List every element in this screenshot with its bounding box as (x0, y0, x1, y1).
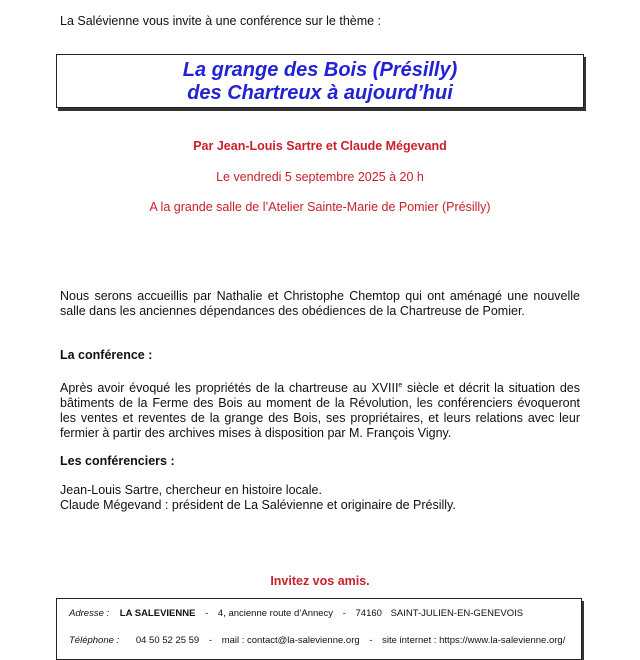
venue-line: A la grande salle de l’Atelier Sainte-Marie de Pomier (Présilly) (149, 200, 491, 214)
speaker-2: Claude Mégevand : président de La Salévienne et originaire de Présilly. (60, 498, 456, 512)
separator-2: - (342, 608, 346, 619)
conference-text-end: siècle et décrit la situation des bâtiments de la Ferme des Bois au moment de la Révolution, les conférenciers évoqueront les ventes et reventes de la grange des Bois, ses propriétaires, et leurs relations avec leur fermier à partir des archives mises à disposition par M. François Vigny. (60, 381, 580, 441)
century-superscript: e (398, 382, 403, 389)
conference-paragraph (60, 378, 580, 441)
street: 4, ancienne route d’Annecy (217, 608, 334, 619)
footer-address-row (69, 608, 523, 619)
intro-text: La Salévienne vous invite à une conférence sur le thème : (60, 14, 382, 28)
speaker-1: Jean-Louis Sartre, chercheur en histoire locale. (60, 483, 322, 497)
title-line-2: des Chartreux à aujourd’hui (187, 82, 453, 104)
conference-heading: La conférence : (60, 348, 153, 362)
invite-text: Invitez vos amis. (270, 574, 370, 588)
title-box (56, 54, 584, 108)
postcode: 74160 (355, 608, 382, 619)
conference-text-start: Après avoir évoqué les propriétés de la chartreuse au XVIII (60, 381, 399, 396)
separator-4: - (369, 635, 373, 646)
speakers-line: Par Jean-Louis Sartre et Claude Mégevand (193, 139, 447, 153)
email[interactable]: mail : contact@la-salevienne.org (221, 635, 360, 646)
separator-1: - (205, 608, 209, 619)
date-line: Le vendredi 5 septembre 2025 à 20 h (216, 170, 424, 184)
title-line-1: La grange des Bois (Présilly) (182, 59, 458, 81)
city: SAINT-JULIEN-EN-GENEVOIS (390, 608, 524, 619)
footer-contact-row (69, 635, 565, 646)
speakers-heading: Les conférenciers : (60, 454, 175, 468)
separator-3: - (208, 635, 213, 646)
footer-box (56, 598, 582, 660)
welcome-paragraph: Nous serons accueillis par Nathalie et Christophe Chemtop qui ont aménagé une nouvelle salle dans les anciennes dépendances des obédiences de la Chartreuse de Pomier. (60, 289, 580, 318)
phone-number: 04 50 52 25 59 (135, 635, 200, 646)
address-label: Adresse : (69, 608, 110, 619)
website[interactable]: site internet : https://www.la-salevienne.org/ (382, 635, 566, 646)
phone-label: Téléphone : (69, 635, 120, 646)
org-name: LA SALEVIENNE (119, 608, 196, 619)
